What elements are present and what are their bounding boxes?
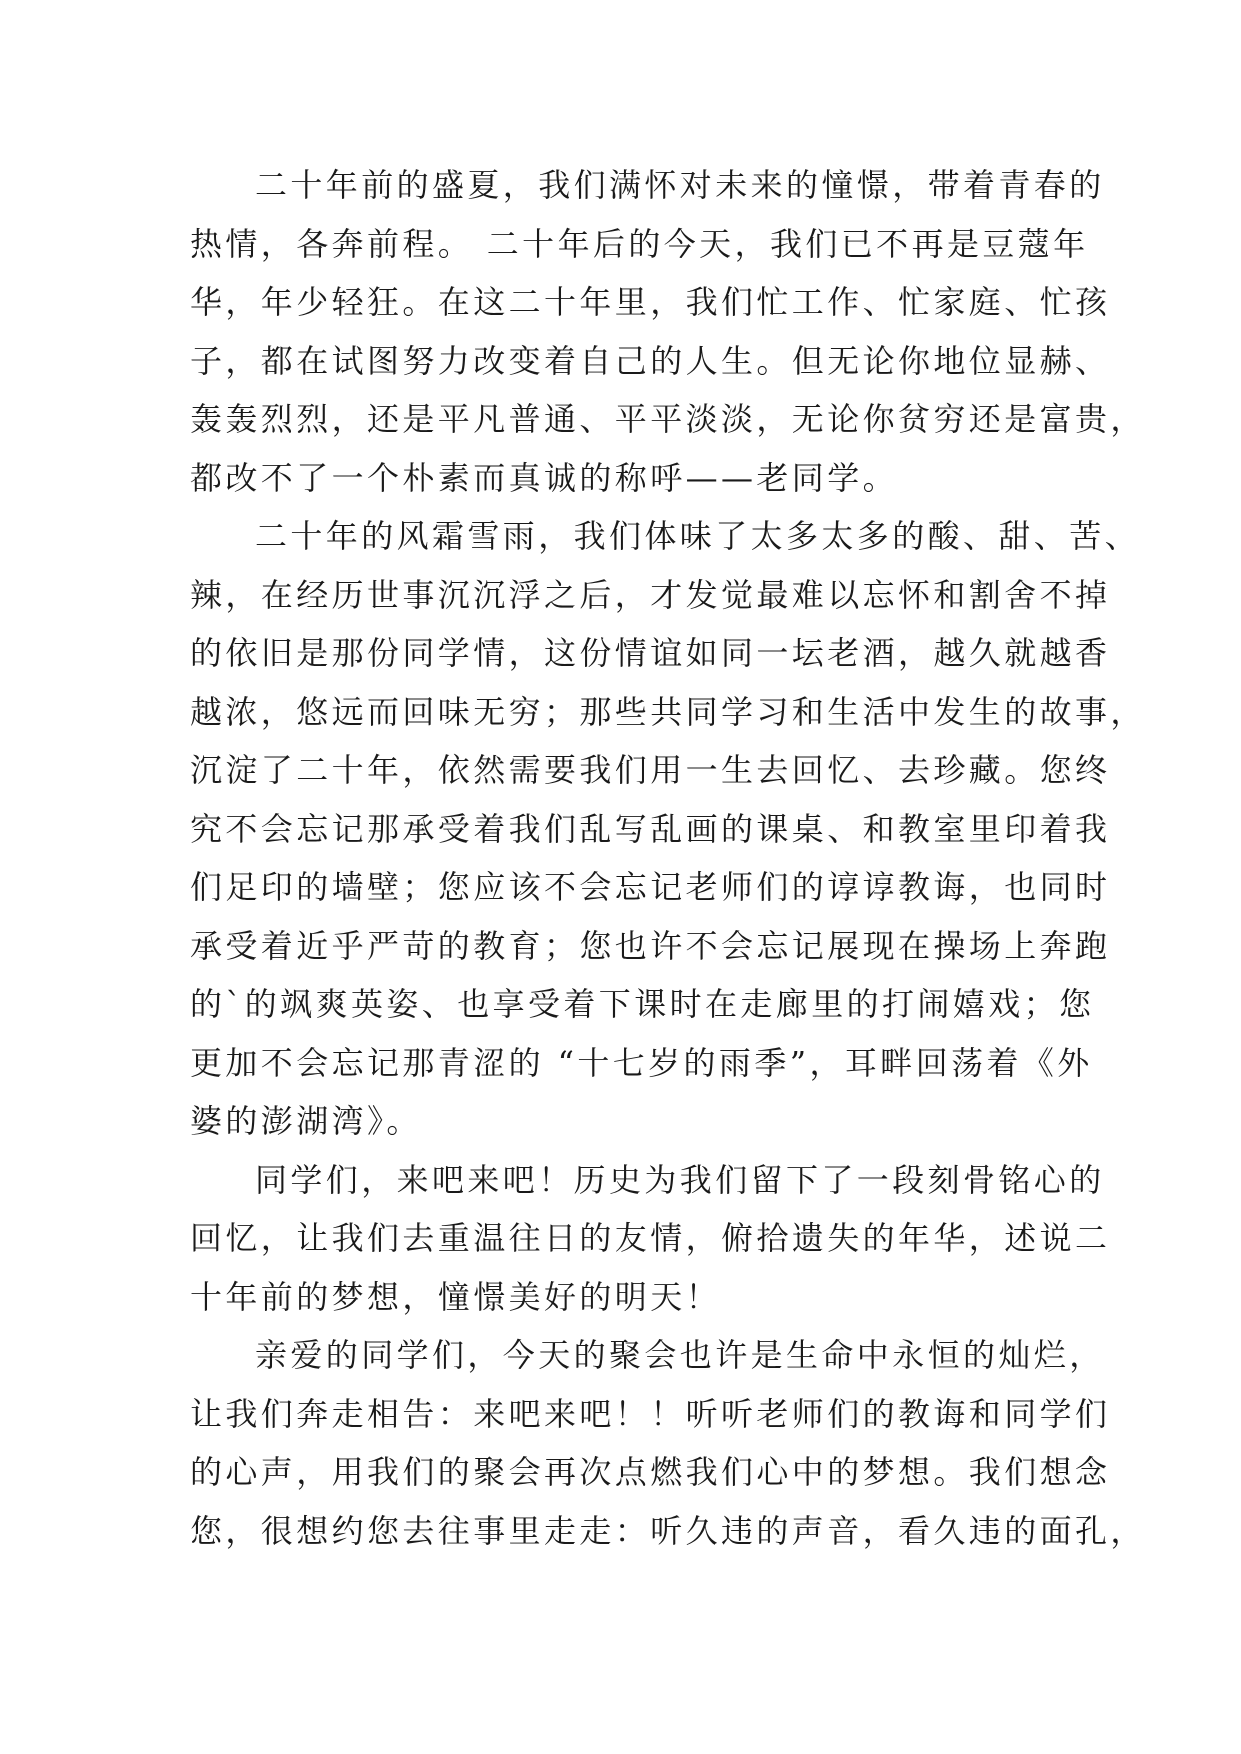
document-body	[190, 156, 1146, 1560]
paragraph-1	[190, 156, 1146, 507]
text-line: 的`的飒爽英姿、也享受着下课时在走廊里的打闹嬉戏；您	[190, 985, 1095, 1023]
text-line: 子，都在试图努力改变着自己的人生。但无论你地位显赫、	[190, 341, 1111, 380]
paragraph-2	[190, 507, 1146, 1151]
text-line: 越浓，悠远而回味无穷；那些共同学习和生活中发生的故事，	[190, 692, 1146, 731]
text-line: 都改不了一个朴素而真诚的称呼——老同学。	[190, 458, 899, 497]
text-line: 同学们，来吧来吧！历史为我们留下了一段刻骨铭心的	[255, 1160, 1105, 1199]
text-line: 究不会忘记那承受着我们乱写乱画的课桌、和教室里印着我	[190, 809, 1111, 848]
text-line: 们足印的墙壁；您应该不会忘记老师们的谆谆教诲，也同时	[190, 868, 1111, 906]
text-line: 的依旧是那份同学情，这份情谊如同一坛老酒，越久就越香	[190, 634, 1111, 672]
text-line: 沉淀了二十年，依然需要我们用一生去回忆、去珍藏。您终	[190, 751, 1111, 789]
text-line: 更加不会忘记那青涩的 “十七岁的雨季”，耳畔回荡着《外	[190, 1043, 1093, 1082]
text-line: 承受着近乎严苛的教育；您也许不会忘记展现在操场上奔跑	[190, 926, 1111, 965]
text-line: 您，很想约您去往事里走走：听久违的声音，看久违的面孔，	[190, 1511, 1146, 1550]
text-line: 二十年的风霜雪雨，我们体味了太多太多的酸、甜、苦、	[255, 517, 1141, 555]
text-line: 二十年前的盛夏，我们满怀对未来的憧憬，带着青春的	[255, 166, 1105, 204]
text-line: 辣，在经历世事沉沉浮之后，才发觉最难以忘怀和割舍不掉	[190, 575, 1111, 614]
text-line: 热情，各奔前程。 二十年后的今天，我们已不再是豆蔻年	[190, 224, 1089, 263]
text-line: 婆的澎湖湾》。	[190, 1102, 422, 1140]
paragraph-3	[190, 1151, 1111, 1327]
text-line: 亲爱的同学们，今天的聚会也许是生命中永恒的灿烂，	[255, 1336, 1105, 1374]
text-line: 回忆，让我们去重温往日的友情，俯拾遗失的年华，述说二	[190, 1219, 1111, 1257]
text-line: 轰轰烈烈，还是平凡普通、平平淡淡，无论你贫穷还是富贵，	[190, 400, 1146, 438]
text-line: 让我们奔走相告：来吧来吧！！听听老师们的教诲和同学们	[190, 1394, 1111, 1433]
text-line: 的心声，用我们的聚会再次点燃我们心中的梦想。我们想念	[190, 1453, 1111, 1491]
paragraph-4	[190, 1326, 1146, 1560]
text-line: 华，年少轻狂。在这二十年里，我们忙工作、忙家庭、忙孩	[190, 283, 1111, 321]
text-line: 十年前的梦想，憧憬美好的明天！	[190, 1277, 722, 1316]
